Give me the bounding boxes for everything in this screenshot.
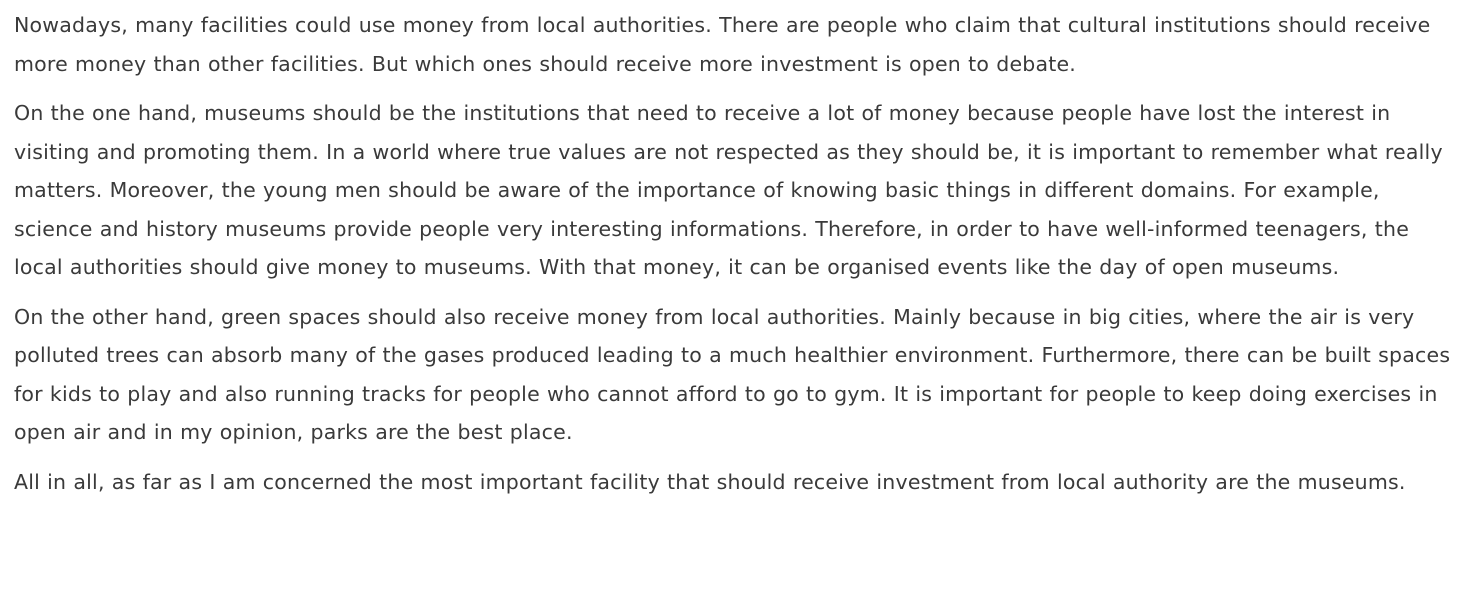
paragraph-3: On the other hand, green spaces should also receive money from local authorities. Mainly because in big cities, where the air is very polluted trees can absorb many of the gases produced leading to a much healthier environment. Furthermore, there can be built spaces for kids to play and also running tracks for people who cannot afford to go to gym. It is important for people to keep doing exercises in open air and in my opinion, parks are the best place.: [14, 304, 1451, 444]
paragraph-2: On the one hand, museums should be the institutions that need to receive a lot of money because people have lost the interest in visiting and promoting them. In a world where true values are not respected as they should be, it is important to remember what really matters. Moreover, the young men should be aware of the importance of knowing basic things in different domains. For example, science and history museums provide people very interesting informations. Therefore, in order to have well-informed teenagers, the local authorities should give money to museums. With that money, it can be organised events like the day of open museums.: [14, 101, 1443, 279]
paragraph-4: All in all, as far as I am concerned the most important facility that should receive investment from local authority are the museums.: [14, 469, 1406, 494]
paragraph-1: Nowadays, many facilities could use money from local authorities. There are people who claim that cultural institutions should receive more money than other facilities. But which ones should receive more investment is open to debate.: [14, 13, 1431, 76]
